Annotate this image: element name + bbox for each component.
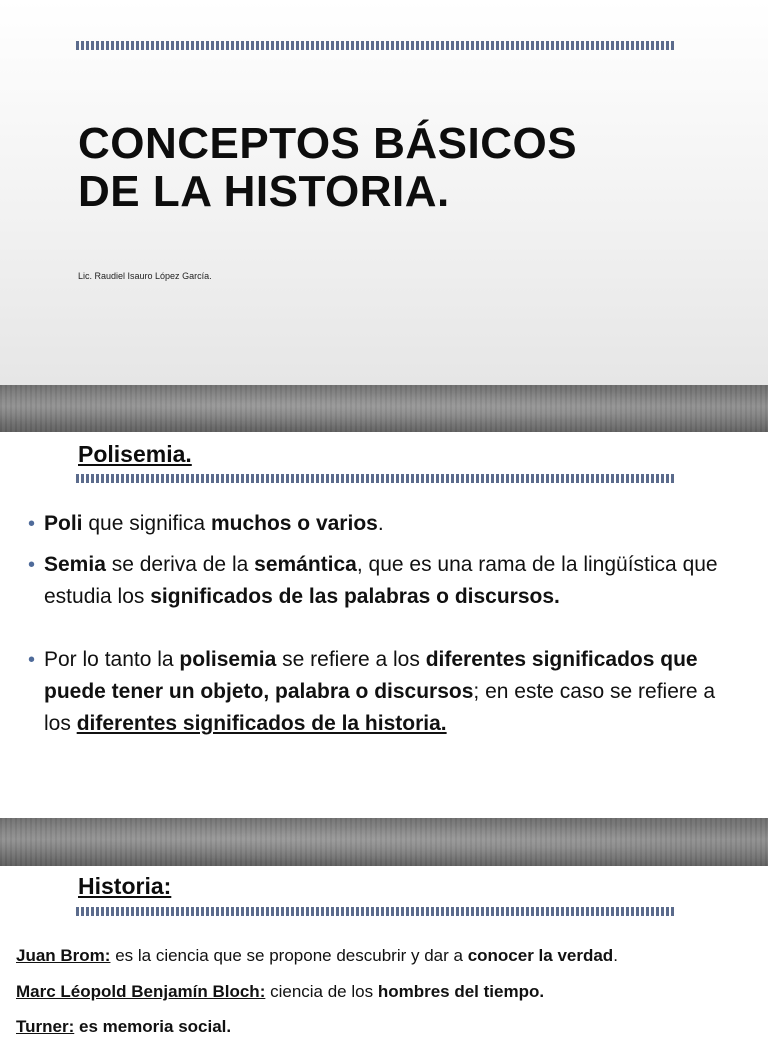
- text-segment: , que es una rama de la lingüística que estudia los: [44, 553, 718, 608]
- definition-author: Marc Léopold Benjamín Bloch:: [16, 982, 266, 1001]
- text-segment: se refiere a los: [276, 648, 426, 671]
- text-segment: Por lo tanto la: [44, 648, 180, 671]
- definition-keyword: es memoria social.: [78, 1017, 232, 1036]
- historia-slide: [0, 866, 768, 1036]
- definition-marc-bloch: [16, 981, 756, 1003]
- text-segment: que significa: [82, 512, 211, 535]
- bullet-dot-icon: •: [28, 649, 36, 671]
- term-significados-historia: diferentes significados de la historia.: [76, 712, 447, 735]
- term-polisemia: polisemia: [179, 648, 277, 671]
- polisemia-slide: [0, 432, 768, 818]
- term-muchos-o-varios: muchos o varios: [210, 512, 378, 535]
- term-semantica: semántica: [254, 553, 357, 576]
- bullet-item-polisemia: [28, 644, 718, 740]
- section-heading-historia: Historia:: [78, 873, 172, 899]
- decorative-dash-bar: [76, 474, 676, 483]
- definition-turner: [16, 1016, 756, 1038]
- bullet-item-poli: [28, 508, 718, 540]
- bullet-dot-icon: •: [28, 513, 36, 535]
- bullet-list: [28, 508, 718, 749]
- title-slide: [0, 0, 768, 385]
- slide-separator: [0, 385, 768, 432]
- text-segment: ; en este caso se refiere a los: [44, 680, 716, 735]
- text-segment: .: [377, 512, 384, 535]
- term-significados: significados de las palabras o discursos.: [150, 585, 560, 608]
- text-segment: .: [613, 946, 618, 965]
- definition-keyword: conocer la verdad: [467, 946, 614, 965]
- text-segment: se deriva de la: [105, 553, 255, 576]
- author-name: Lic. Raudiel Isauro López García.: [78, 271, 212, 281]
- section-heading-polisemia: Polisemia.: [78, 441, 192, 467]
- definition-juan-brom: [16, 945, 756, 967]
- bullet-dot-icon: •: [28, 554, 36, 576]
- decorative-dash-bar: [76, 907, 676, 916]
- definition-author: Juan Brom:: [16, 946, 111, 965]
- definition-author: Turner:: [16, 1017, 75, 1036]
- slide-separator: [0, 818, 768, 866]
- term-semia: Semia: [44, 553, 106, 576]
- presentation-title: CONCEPTOS BÁSICOS DE LA HISTORIA.: [78, 119, 578, 216]
- bullet-item-semia: [28, 549, 718, 613]
- term-poli: Poli: [44, 512, 83, 535]
- text-segment: es la ciencia que se propone descubrir y dar a: [110, 946, 468, 965]
- definition-keyword: hombres del tiempo.: [377, 982, 545, 1001]
- term-diferentes-significados: diferentes significados que puede tener un objeto, palabra o discursos: [44, 648, 698, 703]
- text-segment: ciencia de los: [265, 982, 378, 1001]
- decorative-dash-bar: [76, 41, 676, 50]
